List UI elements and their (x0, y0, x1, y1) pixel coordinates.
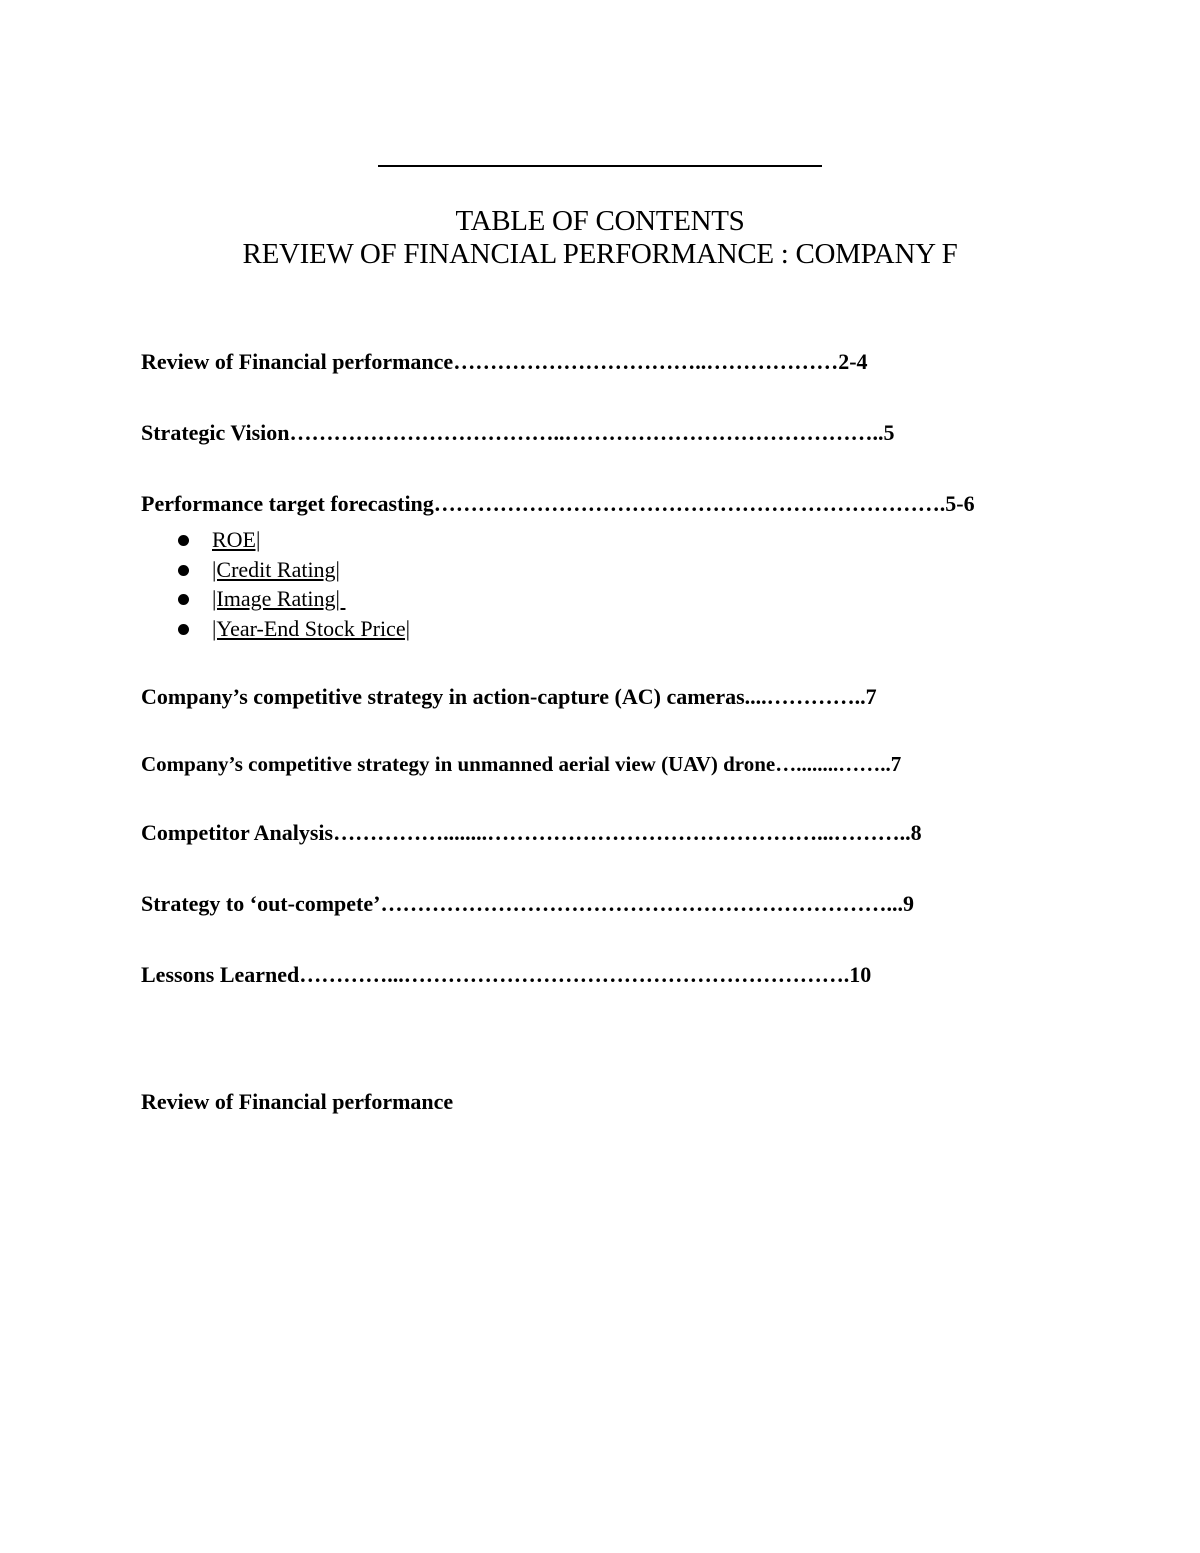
toc-entry-leader: ....………….. (744, 684, 866, 709)
toc-entry-page: 9 (902, 891, 914, 916)
toc-entry-label: Company’s competitive strategy in unmanned aerial view (UAV) drone (141, 752, 776, 776)
toc-entry-page: 7 (865, 684, 877, 709)
bullet-icon (178, 594, 189, 605)
sub-item-link-year-end-stock-price[interactable]: |Year-End Stock Price| (212, 615, 410, 641)
toc-entry-uav-drone-strategy[interactable] (141, 750, 901, 778)
toc-entry-page: 2-4 (838, 349, 868, 374)
toc-entry-leader: …........…….. (775, 752, 891, 776)
toc-entry-page: 8 (910, 820, 922, 845)
toc-entry-page: 5 (883, 420, 895, 445)
toc-entry-page: 7 (890, 752, 902, 776)
bullet-icon (178, 535, 189, 546)
toc-entry-page: 5-6 (945, 491, 975, 516)
sub-item-link-roe[interactable]: ROE| (212, 527, 261, 552)
toc-entry-leader: ……………………………..……………… (453, 349, 839, 374)
bullet-icon (178, 565, 189, 576)
toc-entry-lessons-learned[interactable] (141, 961, 871, 989)
toc-entry-financial-performance[interactable] (141, 348, 868, 376)
toc-entry-label: Strategic Vision (141, 420, 290, 445)
toc-entry-leader: ………………………………..…………………………………….. (289, 420, 884, 445)
toc-entry-leader: …………...……………………………………………………. (299, 962, 850, 987)
toc-entry-label: Review of Financial performance (141, 349, 454, 374)
toc-entry-label: Competitor Analysis (141, 820, 334, 845)
top-rule-divider (378, 165, 822, 167)
forecasting-sub-list (176, 525, 410, 643)
sub-item-link-credit-rating[interactable]: |Credit Rating| (212, 556, 340, 582)
toc-entry-performance-target-forecasting[interactable] (141, 490, 975, 518)
toc-entry-ac-cameras-strategy[interactable] (141, 683, 877, 711)
title-line-1: TABLE OF CONTENTS (455, 205, 745, 237)
document-title (0, 205, 1200, 271)
sub-item-link-image-rating[interactable]: |Image Rating| (212, 586, 346, 611)
toc-entry-label: Performance target forecasting (141, 491, 434, 516)
list-item (176, 555, 410, 585)
title-line-2: REVIEW OF FINANCIAL PERFORMANCE : COMPANY F (242, 238, 958, 270)
toc-entry-label: Strategy to ‘out-compete’ (141, 891, 381, 916)
toc-entry-leader: ……………........………………………………………...……….. (333, 820, 911, 845)
list-item (176, 614, 410, 644)
bullet-icon (178, 624, 189, 635)
toc-entry-leader: ……………………………………………………………... (380, 891, 903, 916)
toc-entry-leader: ……………………………………………………………. (433, 491, 946, 516)
toc-entry-page: 10 (849, 962, 872, 987)
section-heading-financial-performance: Review of Financial performance (141, 1089, 454, 1114)
toc-entry-label: Lessons Learned (141, 962, 300, 987)
list-item (176, 525, 410, 555)
list-item (176, 584, 410, 614)
toc-entry-competitor-analysis[interactable] (141, 819, 922, 847)
toc-entry-out-compete-strategy[interactable] (141, 890, 914, 918)
toc-entry-label: Company’s competitive strategy in action-capture (AC) cameras (141, 684, 745, 709)
toc-entry-strategic-vision[interactable] (141, 419, 895, 447)
